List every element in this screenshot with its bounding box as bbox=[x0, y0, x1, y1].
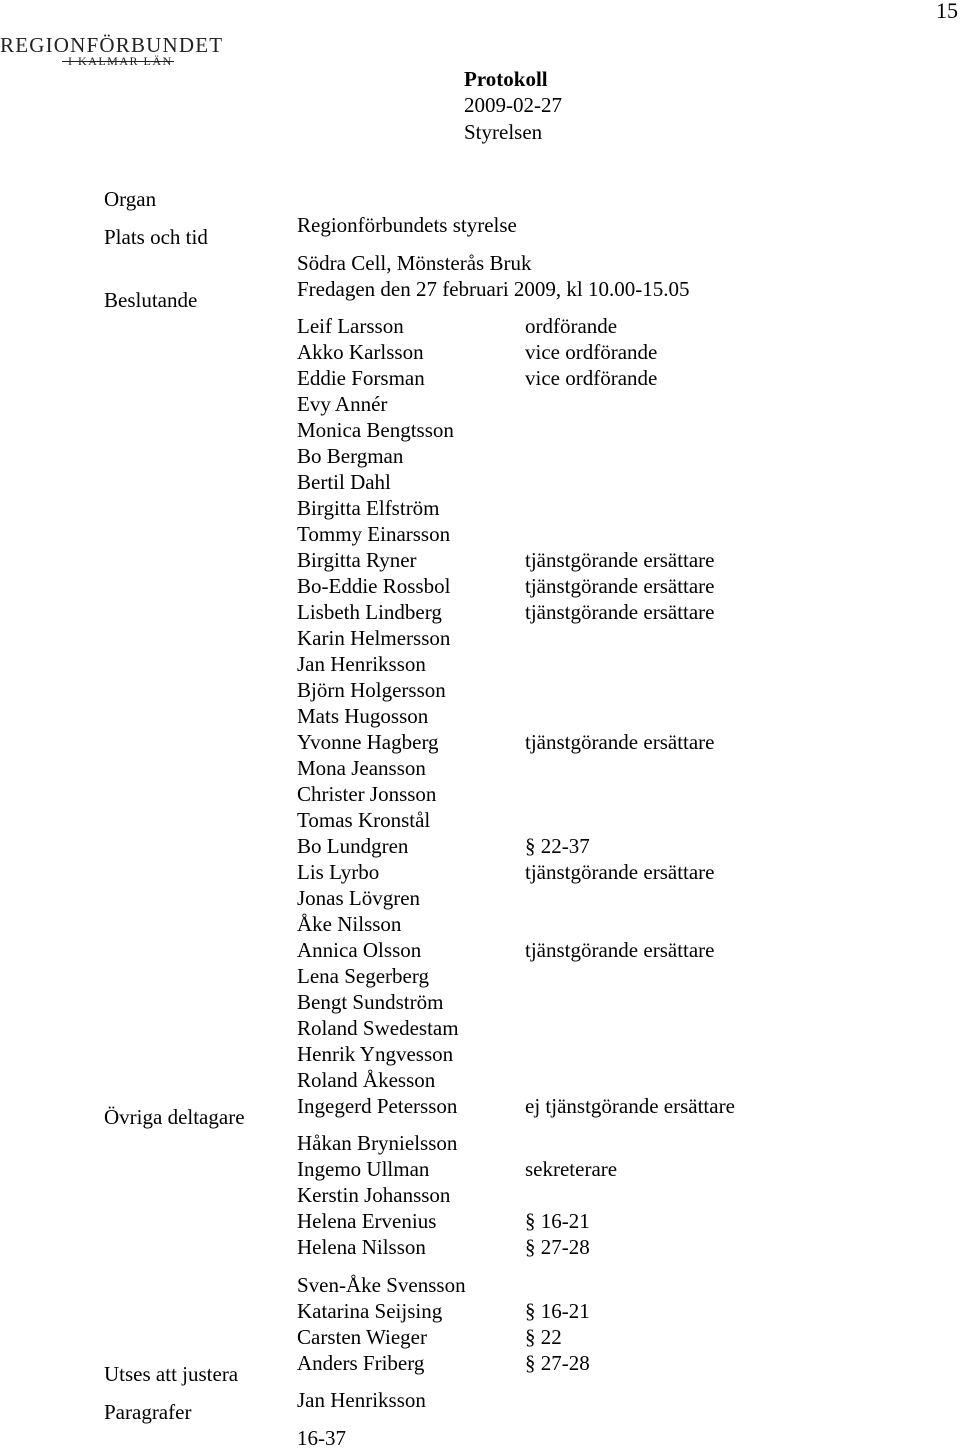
participant-role: tjänstgörande ersättare bbox=[525, 600, 715, 624]
paragrafer-label: Paragrafer bbox=[104, 1400, 192, 1424]
participant-role: § 16-21 bbox=[525, 1299, 590, 1323]
document-date: 2009-02-27 bbox=[464, 93, 562, 118]
document-type: Protokoll bbox=[464, 67, 548, 91]
participant-name: Katarina Seijsing bbox=[297, 1299, 443, 1323]
participant-name: Bengt Sundström bbox=[297, 990, 444, 1014]
participant-name: Henrik Yngvesson bbox=[297, 1042, 454, 1066]
plats-line: Fredagen den 27 februari 2009, kl 10.00-15.05 bbox=[297, 277, 690, 301]
organ-value: Regionförbundets styrelse bbox=[297, 213, 517, 237]
participant-role: ej tjänstgörande ersättare bbox=[525, 1094, 735, 1118]
participant-name: Yvonne Hagberg bbox=[297, 730, 439, 754]
participant-role: vice ordförande bbox=[525, 366, 658, 390]
participant-name: Christer Jonsson bbox=[297, 782, 437, 806]
participant-name: Leif Larsson bbox=[297, 314, 404, 338]
participant-role: tjänstgörande ersättare bbox=[525, 860, 715, 884]
participant-role: tjänstgörande ersättare bbox=[525, 548, 715, 572]
participant-name: Tomas Kronstål bbox=[297, 808, 431, 832]
participant-name: Mats Hugosson bbox=[297, 704, 429, 728]
paragrafer-section bbox=[0, 1399, 346, 1450]
participant-role: ordförande bbox=[525, 314, 618, 338]
participant-name: Mona Jeansson bbox=[297, 756, 426, 780]
paragrafer-value: 16-37 bbox=[297, 1426, 346, 1450]
participant-name: Helena Ervenius bbox=[297, 1209, 437, 1233]
participant-role: § 22 bbox=[525, 1325, 562, 1349]
participant-name: Eddie Forsman bbox=[297, 366, 425, 390]
participant-name: Lisbeth Lindberg bbox=[297, 600, 442, 624]
participant-role: § 27-28 bbox=[525, 1235, 590, 1259]
organ-lines bbox=[297, 212, 517, 238]
participant-name: Ingegerd Petersson bbox=[297, 1094, 458, 1118]
participant-name: Lis Lyrbo bbox=[297, 860, 380, 884]
participant-name: Ingemo Ullman bbox=[297, 1157, 430, 1181]
participant-name: Jonas Lövgren bbox=[297, 886, 421, 910]
participant-name: Tommy Einarsson bbox=[297, 522, 451, 546]
participant-name: Kerstin Johansson bbox=[297, 1183, 451, 1207]
participant-name: Håkan Brynielsson bbox=[297, 1131, 458, 1155]
participant-name: Anders Friberg bbox=[297, 1351, 425, 1375]
participant-role: sekreterare bbox=[525, 1157, 618, 1181]
participant-name: Birgitta Ryner bbox=[297, 548, 417, 572]
participant-name: Monica Bengtsson bbox=[297, 418, 454, 442]
justera-lines bbox=[297, 1387, 426, 1413]
organ-label: Organ bbox=[104, 187, 157, 211]
regionforbundet-logo bbox=[0, 33, 240, 68]
participant-role: tjänstgörande ersättare bbox=[525, 574, 715, 598]
participant-name: Bo Bergman bbox=[297, 444, 404, 468]
participant-name: Åke Nilsson bbox=[297, 912, 402, 936]
justera-label: Utses att justera bbox=[104, 1362, 239, 1386]
participant-name: Akko Karlsson bbox=[297, 340, 424, 364]
participant-name: Bo-Eddie Rossbol bbox=[297, 574, 451, 598]
participant-role: vice ordförande bbox=[525, 340, 658, 364]
plats-lines bbox=[297, 250, 690, 302]
plats-line: Södra Cell, Mönsterås Bruk bbox=[297, 251, 532, 275]
paragrafer-lines bbox=[297, 1425, 346, 1451]
participant-name: Jan Henriksson bbox=[297, 652, 426, 676]
participant-role: tjänstgörande ersättare bbox=[525, 938, 715, 962]
justera-value: Jan Henriksson bbox=[297, 1388, 426, 1412]
participant-name: Birgitta Elfström bbox=[297, 496, 440, 520]
document-body: Styrelsen bbox=[464, 119, 543, 144]
participant-name: Roland Åkesson bbox=[297, 1068, 436, 1092]
beslutande-label: Beslutande bbox=[104, 288, 198, 312]
page-number: 15 bbox=[936, 0, 958, 23]
participant-role: tjänstgörande ersättare bbox=[525, 730, 715, 754]
participant-name: Björn Holgersson bbox=[297, 678, 446, 702]
participant-name: Helena Nilsson bbox=[297, 1235, 426, 1259]
participant-role: § 16-21 bbox=[525, 1209, 590, 1233]
participant-name: Evy Annér bbox=[297, 392, 388, 416]
participant-name: Carsten Wieger bbox=[297, 1325, 427, 1349]
participant-name: Karin Helmersson bbox=[297, 626, 451, 650]
logo-sub-text: I KALMAR LÄN bbox=[68, 54, 173, 68]
ovriga-label: Övriga deltagare bbox=[104, 1105, 245, 1129]
plats-label: Plats och tid bbox=[104, 225, 208, 249]
participant-name: Sven-Åke Svensson bbox=[297, 1273, 466, 1297]
document-header bbox=[464, 66, 562, 145]
participant-role: § 27-28 bbox=[525, 1351, 590, 1375]
participant-name: Annica Olsson bbox=[297, 938, 422, 962]
logo-main-text: REGIONFÖRBUNDET bbox=[0, 33, 224, 57]
participant-name: Roland Swedestam bbox=[297, 1016, 459, 1040]
participant-name: Bertil Dahl bbox=[297, 470, 391, 494]
participant-name: Bo Lundgren bbox=[297, 834, 409, 858]
participant-name: Lena Segerberg bbox=[297, 964, 429, 988]
participant-role: § 22-37 bbox=[525, 834, 590, 858]
